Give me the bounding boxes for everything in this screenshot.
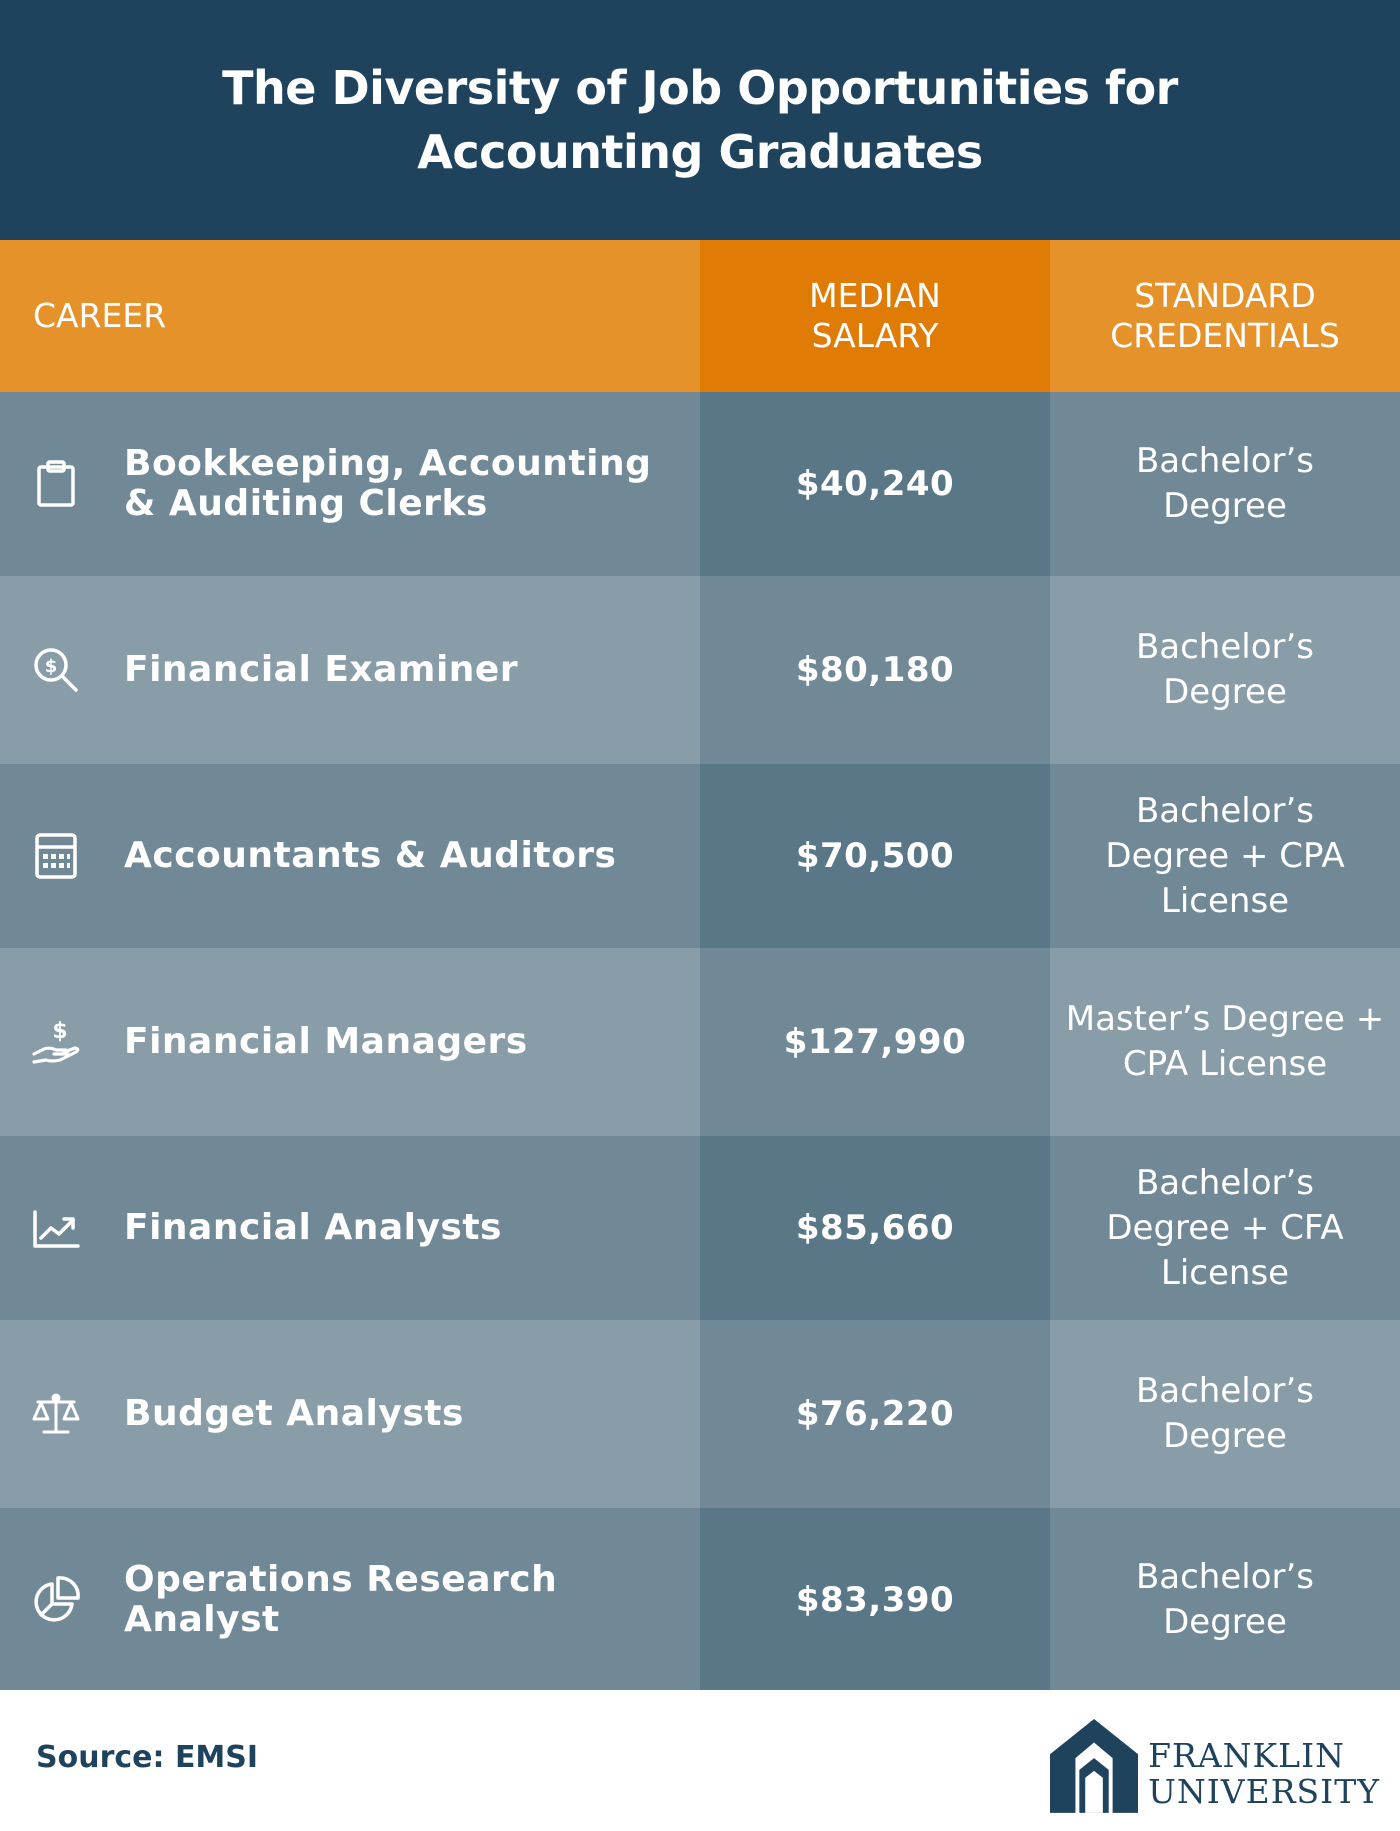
- career-cell: [0, 576, 700, 764]
- logo-line1: FRANKLIN: [1148, 1736, 1345, 1775]
- source-note: Source: EMSI: [36, 1740, 259, 1775]
- credentials-text: Bachelor’s Degree + CPA License: [1105, 790, 1345, 921]
- trend-chart-icon: [30, 1202, 82, 1254]
- credentials-cell: [1050, 576, 1400, 764]
- svg-text:$: $: [52, 1019, 68, 1044]
- credentials-text: Bachelor’s Degree: [1135, 627, 1315, 712]
- credentials-column-header: [1050, 240, 1400, 392]
- salary-cell: $85,660: [700, 1136, 1050, 1320]
- clipboard-icon: [30, 458, 82, 510]
- credentials-text: Bachelor’s Degree: [1135, 1371, 1315, 1456]
- salary-header-line2: SALARY: [811, 316, 939, 355]
- career-cell: [0, 1136, 700, 1320]
- table-row: [0, 764, 1400, 948]
- career-cell: [0, 764, 700, 948]
- credentials-cell: [1050, 1136, 1400, 1320]
- logo-wordmark: [1148, 1738, 1380, 1814]
- scale-icon: [30, 1388, 82, 1440]
- career-label: Accountants & Auditors: [124, 835, 617, 876]
- credentials-cell: [1050, 1508, 1400, 1692]
- table-row: [0, 1508, 1400, 1692]
- career-column-header: CAREER: [0, 240, 700, 392]
- salary-cell: $83,390: [700, 1508, 1050, 1692]
- career-label: Budget Analysts: [124, 1393, 464, 1434]
- table-row: [0, 392, 1400, 576]
- career-label: Bookkeeping, Accounting & Auditing Clerks: [124, 443, 652, 524]
- calculator-icon: [30, 830, 82, 882]
- franklin-logo: [1050, 1714, 1380, 1814]
- svg-text:$: $: [44, 656, 58, 677]
- table-row: [0, 1320, 1400, 1508]
- career-label: Financial Managers: [124, 1021, 528, 1062]
- credentials-text: Bachelor’s Degree: [1135, 441, 1315, 526]
- header-banner: [0, 0, 1400, 240]
- career-cell: [0, 392, 700, 576]
- career-label: Operations Research Analyst: [124, 1559, 558, 1640]
- credentials-text: Master’s Degree + CPA License: [1065, 999, 1385, 1084]
- page-title: The Diversity of Job Opportunities for Accounting Graduates: [222, 61, 1178, 179]
- credentials-header-line2: CREDENTIALS: [1110, 316, 1340, 355]
- credentials-cell: [1050, 764, 1400, 948]
- credentials-cell: [1050, 1320, 1400, 1508]
- career-cell: [0, 948, 700, 1136]
- salary-column-header: [700, 240, 1050, 392]
- salary-cell: $127,990: [700, 948, 1050, 1136]
- career-label: Financial Analysts: [124, 1207, 502, 1248]
- career-cell: [0, 1320, 700, 1508]
- footer: [0, 1690, 1400, 1831]
- salary-header-line1: MEDIAN: [809, 276, 941, 315]
- franklin-arch-icon: [1050, 1714, 1138, 1814]
- dollar-search-icon: [30, 644, 82, 696]
- table-row: [0, 948, 1400, 1136]
- credentials-text: Bachelor’s Degree: [1135, 1557, 1315, 1642]
- credentials-cell: [1050, 392, 1400, 576]
- credentials-cell: [1050, 948, 1400, 1136]
- salary-cell: $80,180: [700, 576, 1050, 764]
- salary-cell: $40,240: [700, 392, 1050, 576]
- pie-chart-icon: [30, 1574, 82, 1626]
- hand-dollar-icon: [30, 1016, 82, 1068]
- salary-cell: $70,500: [700, 764, 1050, 948]
- salary-cell: $76,220: [700, 1320, 1050, 1508]
- credentials-header-line1: STANDARD: [1134, 276, 1316, 315]
- table-row: [0, 576, 1400, 764]
- career-label: Financial Examiner: [124, 649, 519, 690]
- career-cell: [0, 1508, 700, 1692]
- credentials-text: Bachelor’s Degree + CFA License: [1106, 1162, 1344, 1293]
- table-row: [0, 1136, 1400, 1320]
- logo-line2: UNIVERSITY: [1148, 1772, 1380, 1811]
- table-header: [0, 240, 1400, 392]
- careers-table: [0, 240, 1400, 1692]
